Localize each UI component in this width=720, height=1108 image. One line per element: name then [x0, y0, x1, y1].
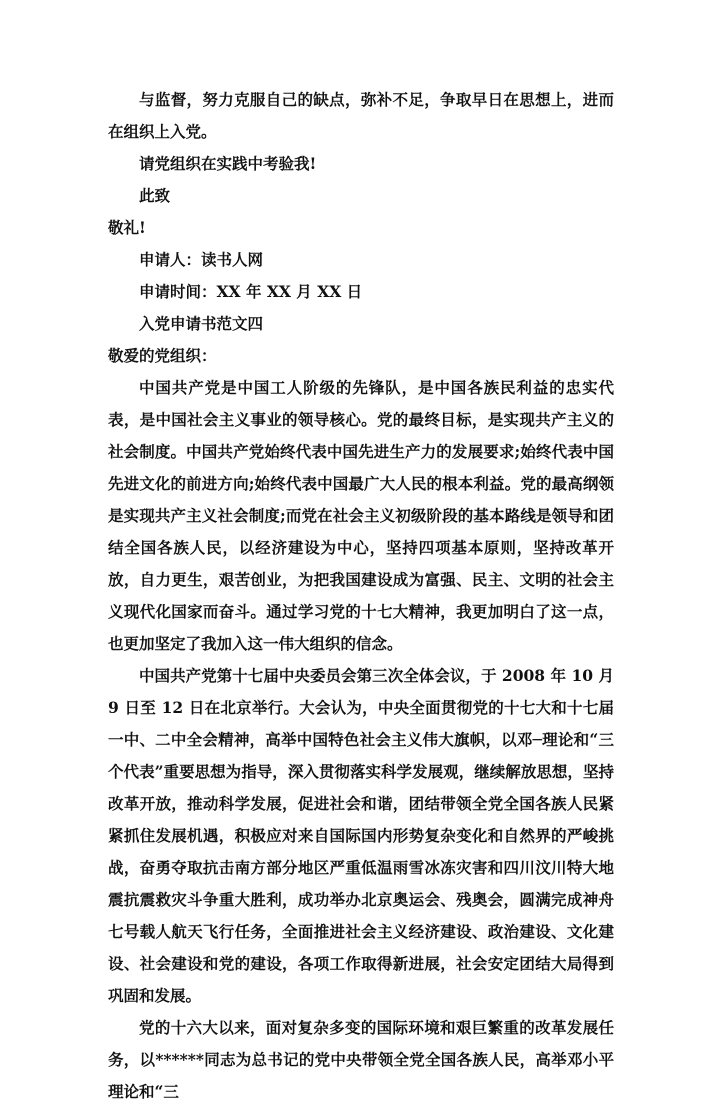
section-title: 入党申请书范文四 — [139, 314, 264, 333]
closing-regards: 敬礼! — [108, 218, 146, 237]
paragraph-plenary-session: 中国共产党第十七届中央委员会第三次全体会议，于 2008 年 10 月 9 日至 12 日在北京举行。大会认为，中央全面贯彻党的十七大和十七届一中、二中全会精神，高举中国特色社会主义伟大旗帜，以邓─理论和“三个代表”重要思想为指导，深入贯彻落实科学发展观，继续解放思想，坚持改革开放，推动科学发展，促进社会和谐，团结带领全党全国各族人民紧紧抓住发展机遇，积极应对来自国际国内形势复杂变化和自然界的严峻挑战，奋勇夺取抗击南方部分地区严重低温雨雪冰冻灾害和四川汶川特大地震抗震救灾斗争重大胜利，成功举办北京奥运会、残奥会，圆满完成神舟七号载人航天飞行任务，全面推进社会主义经济建设、政治建设、文化建设、社会建设和党的建设，各项工作取得新进展，社会安定团结大局得到巩固和发展。 — [108, 666, 614, 1005]
paragraph-supervision: 与监督，努力克服自己的缺点，弥补不足，争取早日在思想上，进而在组织上入党。 — [108, 90, 614, 141]
paragraph-test-request: 请党组织在实践中考验我! — [139, 154, 317, 173]
paragraph-since-sixteenth: 党的十六大以来，面对复杂多变的国际环境和艰巨繁重的改革发展任务，以******同志为总书记的党中央带领全党全国各族人民，高举邓小平理论和“三 — [108, 1018, 614, 1101]
closing-salutation: 此致 — [139, 186, 171, 205]
applicant-name: 申请人：读书人网 — [139, 250, 264, 269]
greeting: 敬爱的党组织： — [108, 346, 217, 365]
paragraph-party-intro: 中国共产党是中国工人阶级的先锋队，是中国各族民利益的忠实代表，是中国社会主义事业的领导核心。党的最终目标，是实现共产主义的社会制度。中国共产党始终代表中国先进生产力的发展要求;始终代表中国先进文化的前进方向;始终代表中国最广大人民的根本利益。党的最高纲领是实现共产主义社会制度;而党在社会主义初级阶段的基本路线是领导和团结全国各族人民，以经济建设为中心，坚持四项基本原则，坚持改革开放，自力更生，艰苦创业，为把我国建设成为富强、民主、文明的社会主义现代化国家而奋斗。通过学习党的十七大精神，我更加明白了这一点，也更加坚定了我加入这一伟大组织的信念。 — [108, 378, 614, 653]
application-date: 申请时间：XX 年 XX 月 XX 日 — [139, 282, 363, 301]
document-body — [108, 84, 614, 1108]
